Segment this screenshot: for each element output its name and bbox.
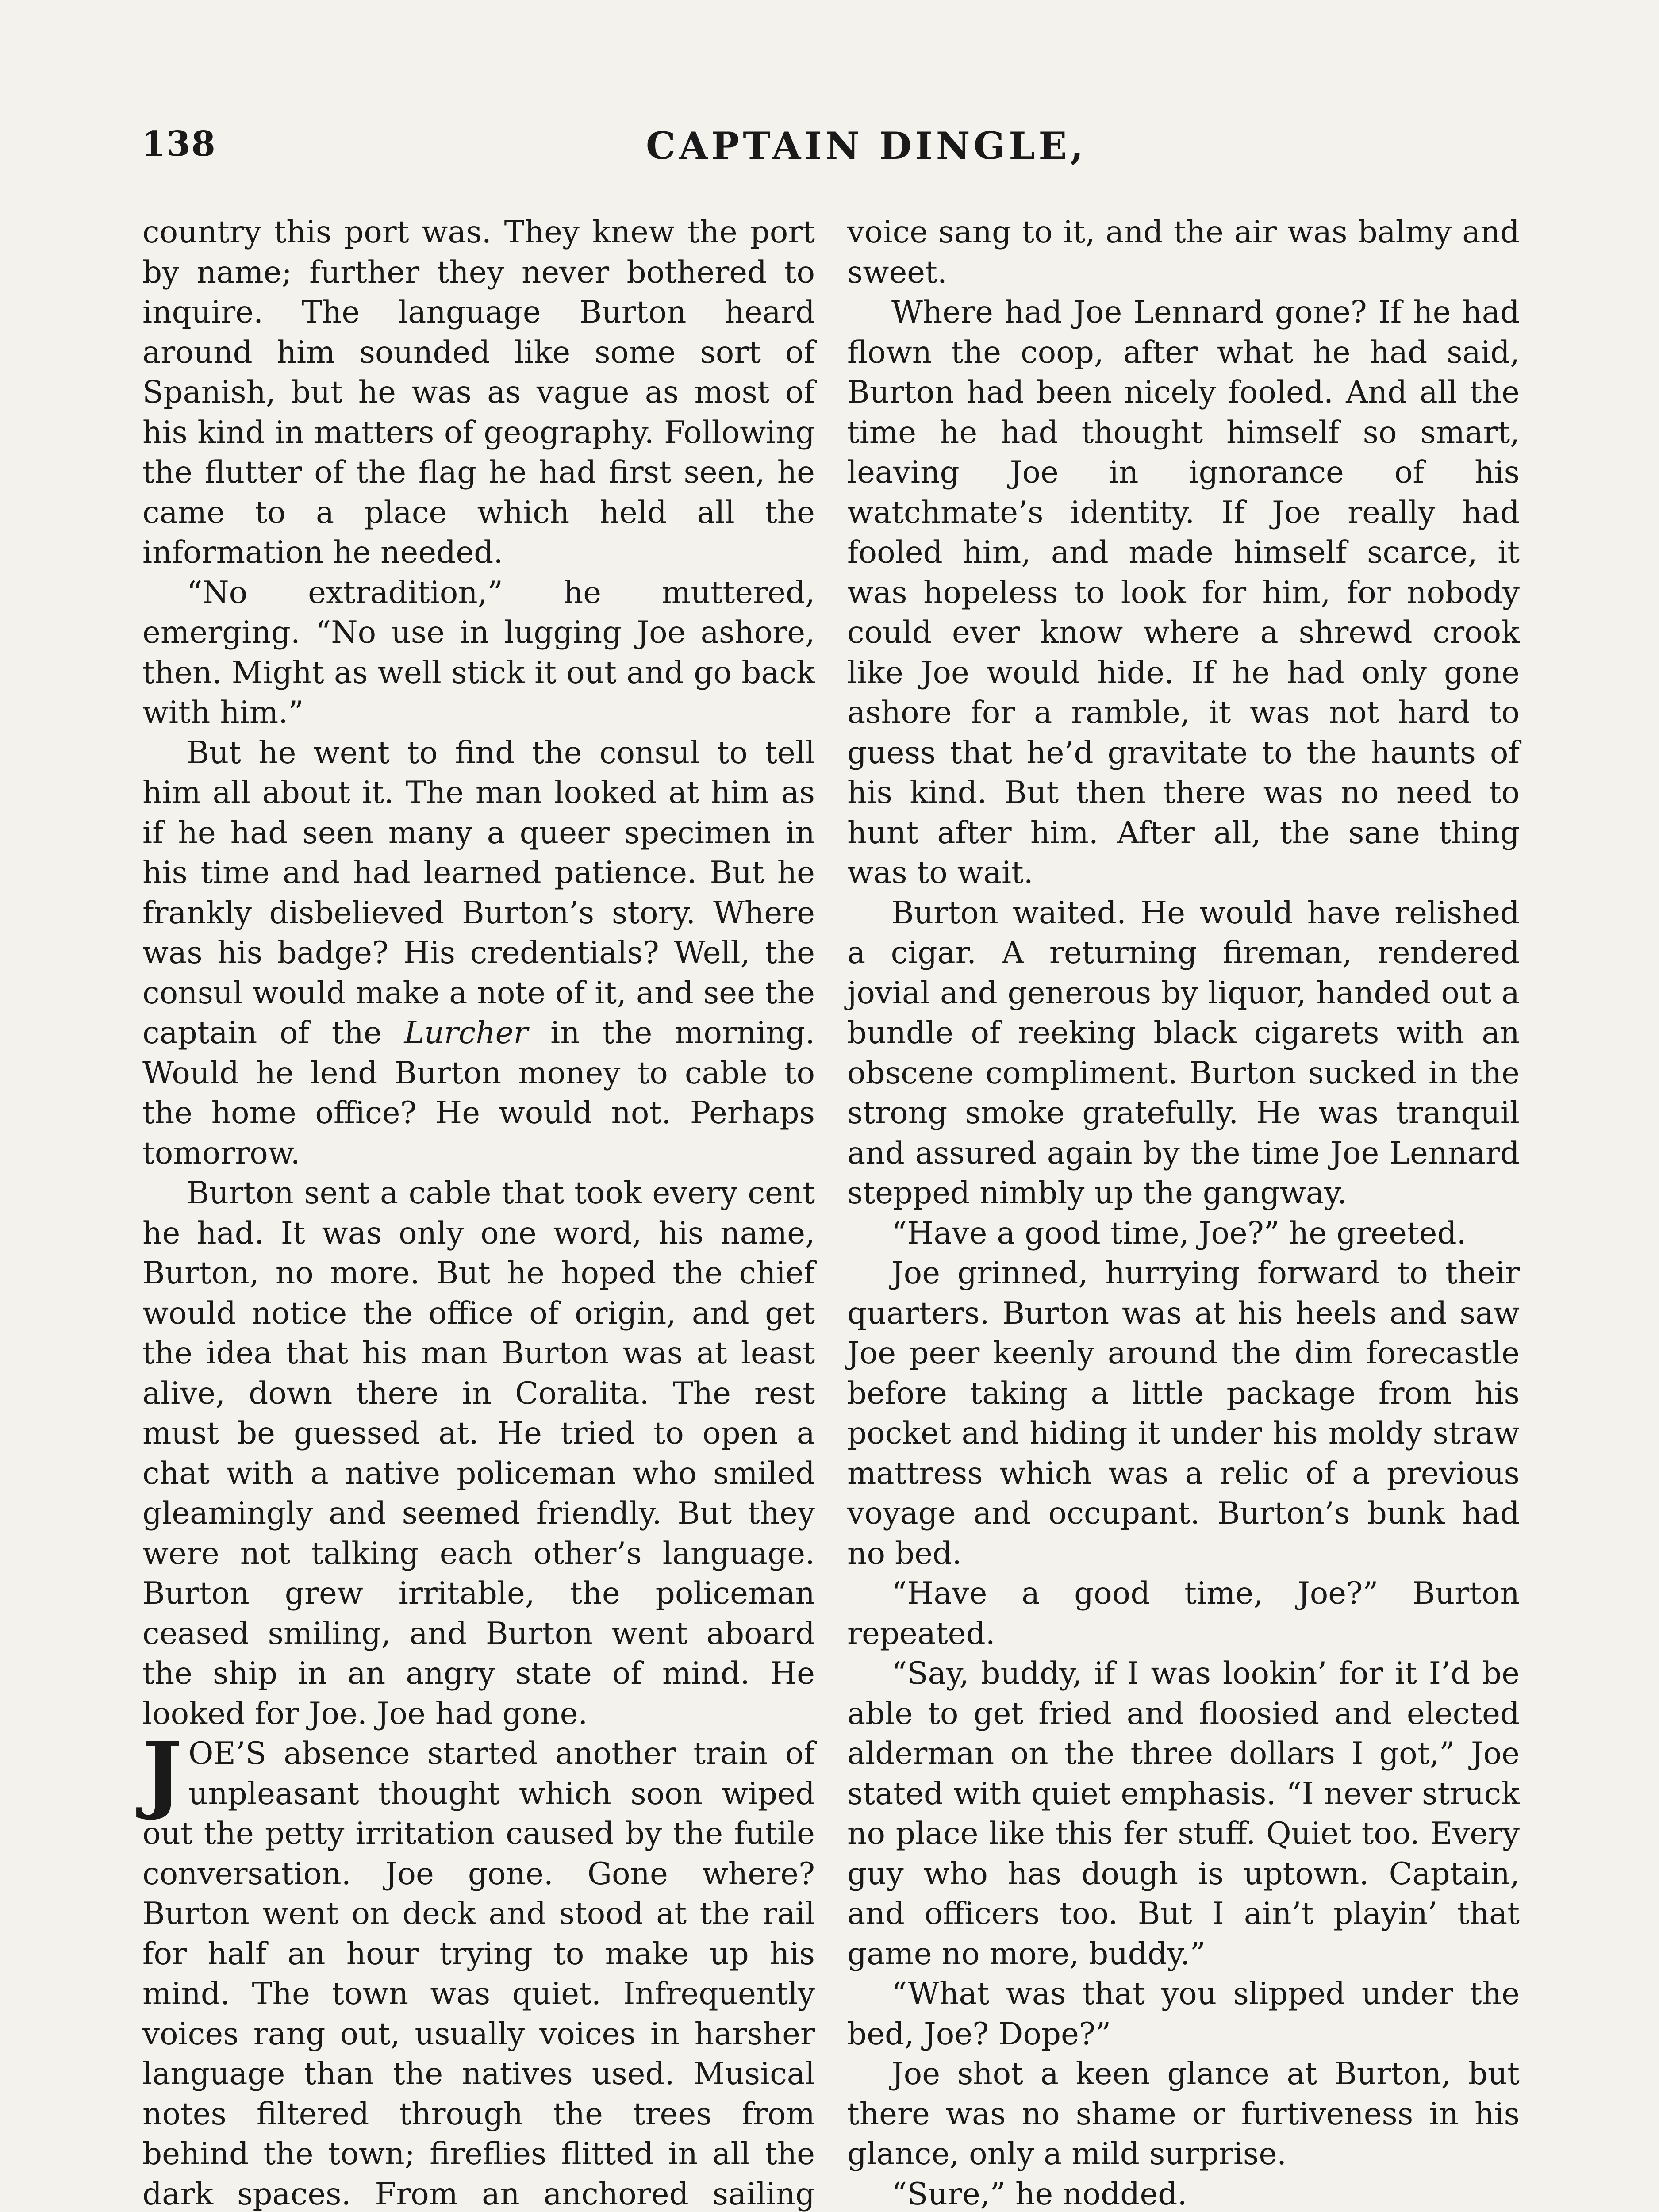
paragraph: Where had Joe Lennard gone? If he had flown the coop, after what he had said, Burton had been nicely fooled. And all the time he had thought himself so smart, leaving Joe in ignorance of his watchmate’s identity. If Joe really had fooled him, and made himself scarce, it was hopeless to look for him, for nobody could ever know where a shrewd crook like Joe would hide. If he had only gone ashore for a ramble, it was not hard to guess that he’d gravitate to the haunts of his kind. But then there was no need to hunt after him. After all, the sane thing was to wait. [847,295,1520,891]
paragraph: Burton sent a cable that took every cent he had. It was only one word, his name, Burton, no more. But he hoped the chief would notice the office of origin, and get the idea that his man Burton was at least alive, down there in Coralita. The rest must be guessed at. He tried to open a chat with a native policeman who smiled gleamingly and seemed friendly. But they were not talking each other’s language. Burton grew irritable, the policeman ceased smiling, and Burton went aboard the ship in an angry state of mind. He looked for Joe. Joe had gone. [142,1175,815,1732]
paragraph: Joe grinned, hurrying forward to their quarters. Burton was at his heels and saw Joe peer keenly around the dim forecastle before taking a little package from his pocket and hiding it under his moldy straw mattress which was a relic of a previous voyage and occupant. Burton’s bunk had no bed. [847,1256,1520,1571]
section-opening-paragraph [142,1724,815,2212]
first-word: OE’S [188,1736,267,1771]
paragraph: “Sure,” he nodded. [891,2176,1187,2212]
paragraph: Burton waited. He would have relished a cigar. A returning fireman, rendered jovial and generous by liquor, handed out a bundle of reeking black cigarets with an obscene compliment. Burton sucked in the strong smoke gratefully. He was tranquil and assured again by the time Joe Lennard stepped nimbly up the gangway. [847,895,1520,1211]
paragraph: “Have a good time, Joe?” he greeted. [891,1215,1467,1251]
paragraph-text: But he went to find the consul to tell him all about it. The man looked at him as if he had seen many a queer specimen in his time and had learned patience. But he frankly disbelieved Burton’s story. Where was his badge? His credentials? Well, the consul would make a note of it, and see the captain of the [142,735,815,1051]
paragraph [142,733,815,1174]
paragraph-text: in the morning. Would he lend Burton money to cable to the home office? He would not. Perhaps tomorrow. [142,1015,815,1171]
drop-cap: J [142,1724,182,1822]
paragraph: “What was that you slipped under the bed, Joe? Dope?” [847,1976,1520,2052]
paragraph-text: absence started another train of unpleasant thought which soon wiped out the petty irritation caused by the futile conversation. Joe gone. Gone where? Burton went on deck and stood at the rail for half an hour trying to make up his mind. The town was quiet. Infrequently voices rang out, usually voices in harsher language than the natives used. Musical notes filtered through the trees from behind the town; fireflies flitted in all the dark spaces. From an anchored sailing [142,1736,815,2212]
paragraph: voice sang to it, and the air was balmy and sweet. [847,215,1520,290]
paragraph: “No extradition,” he muttered, emerging. “No use in lugging Joe ashore, then. Might as well stick it out and go back with him.” [142,575,815,730]
left-column [142,212,815,2212]
running-title: CAPTAIN DINGLE, [646,124,1087,168]
page-number: 138 [142,124,216,164]
paragraph: “Say, buddy, if I was lookin’ for it I’d be able to get fried and floosied and elected alderman on the three dollars I got,” Joe stated with quiet emphasis. “I never struck no place like this fer stuff. Quiet too. Every guy who has dough is uptown. Captain, and officers too. But I ain’t playin’ that game no more, buddy.” [847,1656,1520,1972]
ship-name: Lurcher [404,1015,528,1051]
right-column [847,212,1520,2212]
page-header [142,124,1535,181]
paragraph: country this port was. They knew the port by name; further they never bothered to inquire. The language Burton heard around him sounded like some sort of Spanish, but he was as vague as most of his kind in matters of geography. Following the flutter of the flag he had first seen, he came to a place which held all the information he needed. [142,215,815,570]
paragraph: “Have a good time, Joe?” Burton repeated. [847,1576,1520,1651]
paragraph: Joe shot a keen glance at Burton, but there was no shame or furtiveness in his glance, only a mild surprise. [847,2056,1520,2172]
